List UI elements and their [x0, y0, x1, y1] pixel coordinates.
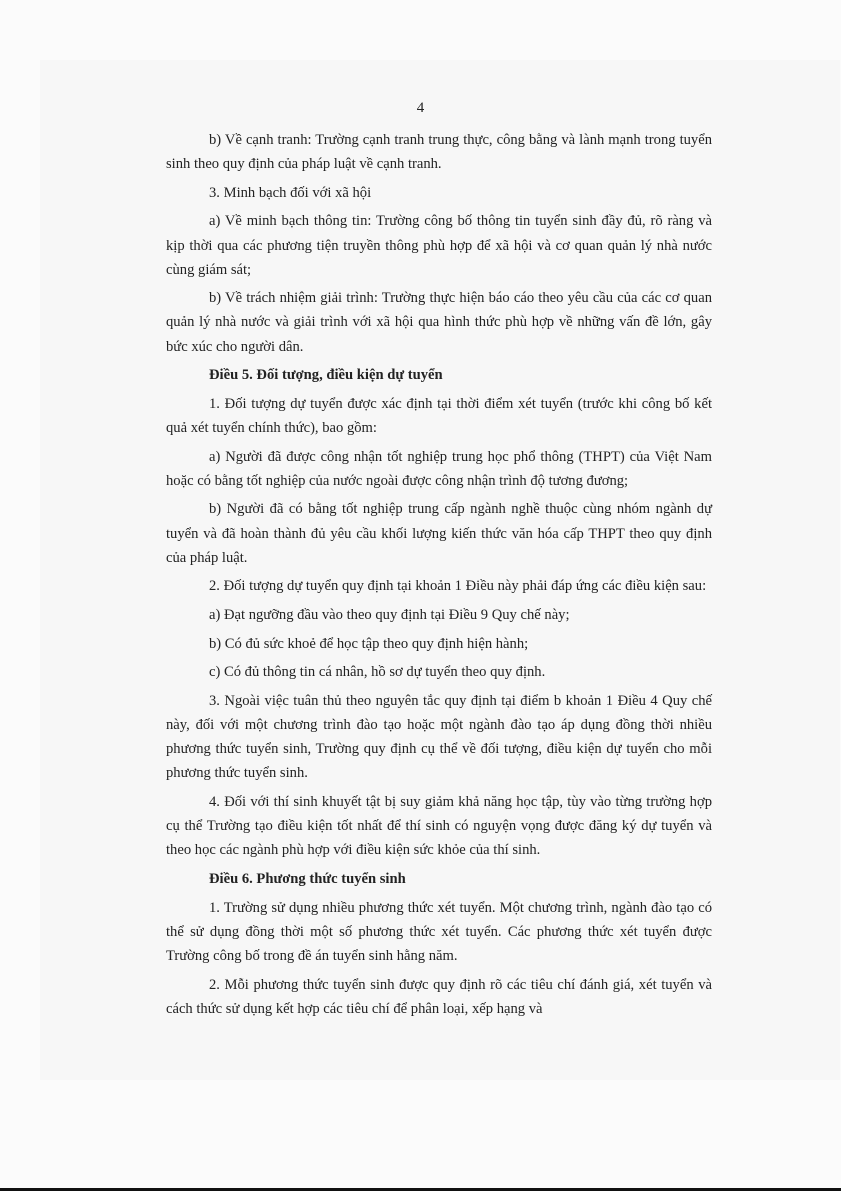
- paragraph: b) Về cạnh tranh: Trường cạnh tranh trung thực, công bằng và lành mạnh trong tuyển sinh theo quy định của pháp luật về cạnh tranh.: [166, 132, 712, 173]
- paragraph: 3. Minh bạch đối với xã hội: [209, 184, 372, 201]
- paragraph: 4. Đối với thí sinh khuyết tật bị suy giảm khả năng học tập, tùy vào từng trường hợp cụ thể Trường tạo điều kiện tốt nhất để thí sinh có nguyện vọng được đăng ký dự tuyển và theo học các ngành phù hợp với điều kiện sức khỏe của thí sinh.: [166, 794, 712, 859]
- paragraph: 2. Đối tượng dự tuyển quy định tại khoản 1 Điều này phải đáp ứng các điều kiện sau:: [209, 578, 707, 595]
- paragraph: a) Về minh bạch thông tin: Trường công bố thông tin tuyển sinh đầy đủ, rõ ràng và kịp thời qua các phương tiện truyền thông phù hợp để xã hội và cơ quan quản lý nhà nước cùng giám sát;: [166, 213, 712, 278]
- list-item: c) Có đủ thông tin cá nhân, hồ sơ dự tuyển theo quy định.: [209, 664, 546, 681]
- paragraph: a) Người đã được công nhận tốt nghiệp trung học phổ thông (THPT) của Việt Nam hoặc có bằng tốt nghiệp của nước ngoài được công nhận trình độ tương đương;: [166, 448, 712, 489]
- paragraph: 1. Trường sử dụng nhiều phương thức xét tuyển. Một chương trình, ngành đào tạo có thể sử dụng đồng thời một số phương thức xét tuyển. Các phương thức xét tuyển được Trường công bố trong đề án tuyển sinh hằng năm.: [166, 899, 712, 964]
- page-number: 4: [416, 100, 425, 116]
- paragraph: 2. Mỗi phương thức tuyển sinh được quy định rõ các tiêu chí đánh giá, xét tuyển và cách thức sử dụng kết hợp các tiêu chí để phân loại, xếp hạng và: [166, 976, 712, 1017]
- paragraph: 1. Đối tượng dự tuyển được xác định tại thời điểm xét tuyển (trước khi công bố kết quả xét tuyển chính thức), bao gồm:: [166, 395, 712, 436]
- paragraph: b) Người đã có bằng tốt nghiệp trung cấp ngành nghề thuộc cùng nhóm ngành dự tuyển và đã hoàn thành đủ yêu cầu khối lượng kiến thức văn hóa cấp THPT theo quy định của pháp luật.: [166, 501, 712, 566]
- list-item: a) Đạt ngưỡng đầu vào theo quy định tại Điều 9 Quy chế này;: [209, 607, 570, 624]
- paragraph: b) Về trách nhiệm giải trình: Trường thực hiện báo cáo theo yêu cầu của các cơ quan quản lý nhà nước và giải trình với xã hội qua hình thức phù hợp về những vấn đề lớn, gây bức xúc cho người dân.: [166, 290, 712, 355]
- list-item: b) Có đủ sức khoẻ để học tập theo quy định hiện hành;: [209, 635, 529, 652]
- document-body: [166, 128, 712, 1025]
- article-heading: Điều 5. Đối tượng, điều kiện dự tuyển: [209, 367, 443, 384]
- paragraph: 3. Ngoài việc tuân thủ theo nguyên tắc quy định tại điểm b khoản 1 Điều 4 Quy chế này, đối với một chương trình đào tạo hoặc một ngành đào tạo áp dụng đồng thời nhiều phương thức tuyển sinh, Trường quy định cụ thể về đối tượng, điều kiện dự tuyển cho mỗi phương thức tuyển sinh.: [166, 693, 712, 782]
- article-heading: Điều 6. Phương thức tuyển sinh: [209, 870, 406, 887]
